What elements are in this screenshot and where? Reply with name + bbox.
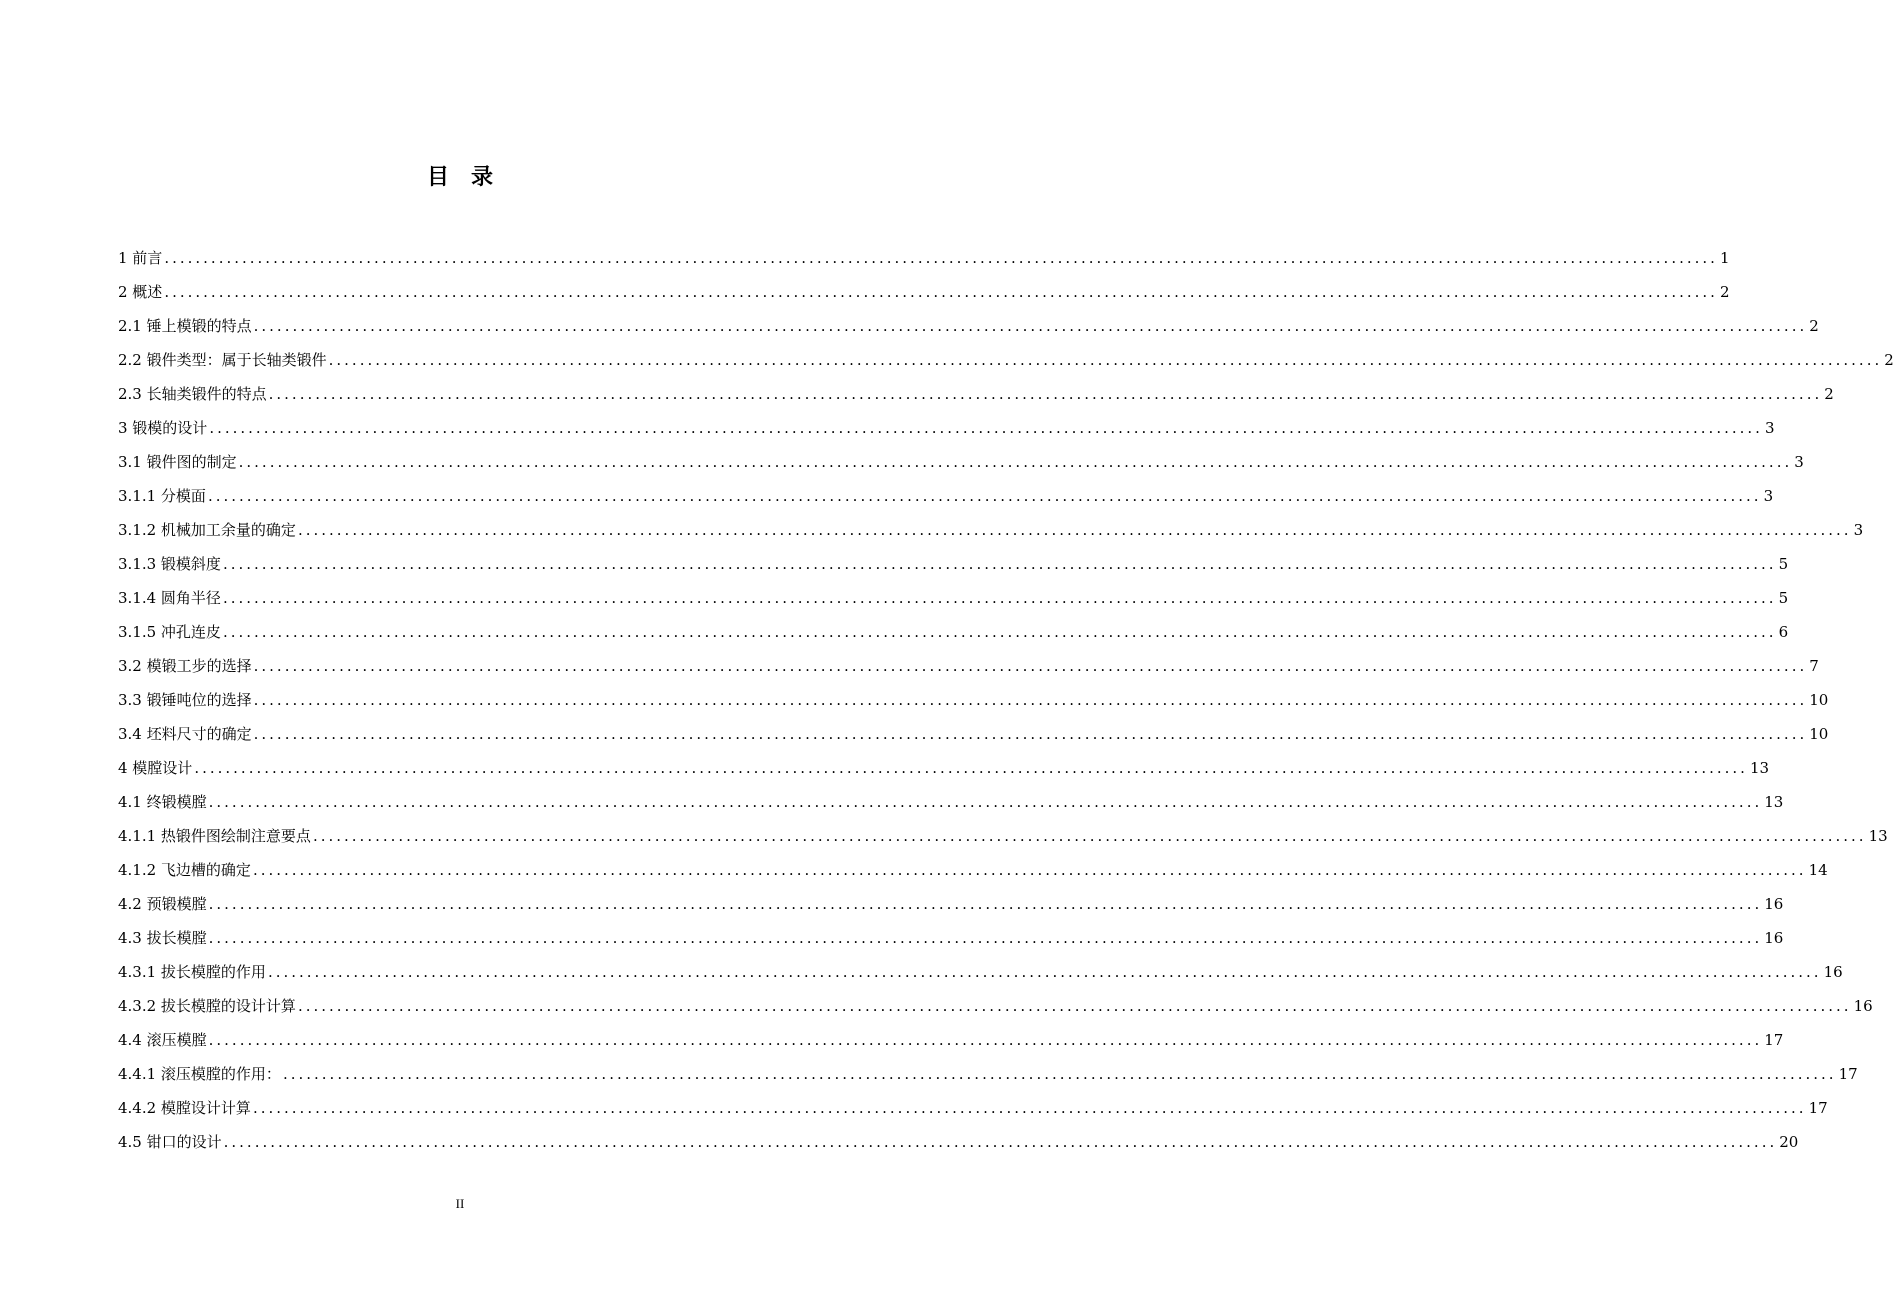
toc-entry[interactable] [118,244,1730,278]
toc-entry[interactable] [118,346,1894,380]
toc-entry-page: 6 [1778,623,1789,641]
toc-entry-page: 16 [1823,963,1843,981]
toc-leader-dots: ........................................................................................................................................................................................................ [222,589,1777,607]
toc-entry-label: 4.3.1 拔长模膛的作用 [118,963,266,981]
toc-entry-page: 3 [1764,419,1775,437]
toc-entry-label: 3.1.5 冲孔连皮 [118,623,221,641]
toc-entry[interactable] [118,1060,1858,1094]
toc-entry[interactable] [118,924,1784,958]
toc-entry-page: 20 [1779,1133,1799,1151]
toc-entry-label: 4.3.2 拔长模膛的设计计算 [118,997,296,1015]
toc-entry[interactable] [118,1094,1828,1128]
toc-entry[interactable] [118,312,1819,346]
toc-entry[interactable] [118,1128,1799,1162]
toc-entry-page: 17 [1808,1099,1828,1117]
toc-entry-page: 2 [1884,351,1894,369]
toc-entry-page: 10 [1809,691,1829,709]
toc-leader-dots: ........................................................................................................................................................................................................ [222,555,1777,573]
toc-leader-dots: ........................................................................................................................................................................................................ [209,419,1763,437]
toc-entry[interactable] [118,584,1789,618]
toc-entry-label: 4.4.1 滚压模膛的作用： [118,1065,281,1083]
toc-leader-dots: ........................................................................................................................................................................................................ [238,453,1793,471]
toc-entry-label: 2.3 长轴类锻件的特点 [118,385,267,403]
toc-leader-dots: ........................................................................................................................................................................................................ [194,759,1748,777]
page-title: 目录 [426,165,515,190]
toc-entry[interactable] [118,992,1873,1026]
toc-entry-page: 14 [1808,861,1828,879]
toc-leader-dots: ........................................................................................................................................................................................................ [253,725,1808,743]
toc-entry-page: 13 [1764,793,1784,811]
toc-entry-label: 2 概述 [118,283,163,301]
table-of-contents [118,244,1894,1162]
toc-entry[interactable] [118,482,1774,516]
toc-leader-dots: ........................................................................................................................................................................................................ [328,351,1883,369]
toc-entry-label: 3.2 模锻工步的选择 [118,657,252,675]
toc-entry-page: 2 [1809,317,1819,335]
toc-entry[interactable] [118,788,1784,822]
toc-entry-label: 1 前言 [118,249,163,267]
toc-entry-page: 16 [1764,895,1784,913]
toc-entry-label: 3.4 坯料尺寸的确定 [118,725,252,743]
toc-entry-page: 3 [1794,453,1804,471]
page-number: II [455,1196,465,1211]
toc-leader-dots: ........................................................................................................................................................................................................ [208,929,1763,947]
toc-leader-dots: ........................................................................................................................................................................................................ [312,827,1867,845]
toc-leader-dots: ........................................................................................................................................................................................................ [253,691,1808,709]
toc-entry-label: 4.4 滚压模膛 [118,1031,207,1049]
toc-entry-label: 2.1 锤上模锻的特点 [118,317,252,335]
toc-leader-dots: ........................................................................................................................................................................................................ [297,521,1852,539]
toc-leader-dots: ........................................................................................................................................................................................................ [253,317,1808,335]
toc-entry-label: 4.1 终锻模膛 [118,793,207,811]
toc-leader-dots: ........................................................................................................................................................................................................ [164,283,1718,301]
toc-leader-dots: ........................................................................................................................................................................................................ [222,623,1777,641]
toc-entry-label: 3 锻模的设计 [118,419,208,437]
toc-entry-page: 17 [1764,1031,1784,1049]
toc-entry-label: 4.3 拔长模膛 [118,929,207,947]
toc-leader-dots: ........................................................................................................................................................................................................ [267,963,1822,981]
toc-entry-label: 3.1.2 机械加工余量的确定 [118,521,296,539]
toc-entry-page: 3 [1853,521,1864,539]
toc-entry-label: 3.1.4 圆角半径 [118,589,221,607]
toc-entry[interactable] [118,822,1888,856]
toc-entry-page: 2 [1824,385,1834,403]
toc-entry[interactable] [118,754,1770,788]
toc-entry-label: 3.1 锻件图的制定 [118,453,237,471]
toc-entry-label: 4.5 钳口的设计 [118,1133,222,1151]
toc-entry-page: 5 [1778,589,1789,607]
toc-entry-label: 4.1.1 热锻件图绘制注意要点 [118,827,311,845]
toc-leader-dots: ........................................................................................................................................................................................................ [208,793,1763,811]
toc-entry[interactable] [118,856,1828,890]
toc-entry[interactable] [118,516,1864,550]
toc-entry-page: 16 [1764,929,1784,947]
toc-leader-dots: ........................................................................................................................................................................................................ [252,861,1807,879]
toc-entry-label: 3.1.3 锻模斜度 [118,555,221,573]
toc-entry[interactable] [118,958,1843,992]
toc-entry-page: 7 [1809,657,1819,675]
toc-leader-dots: ........................................................................................................................................................................................................ [208,895,1763,913]
toc-leader-dots: ........................................................................................................................................................................................................ [297,997,1852,1015]
toc-entry-page: 13 [1749,759,1770,777]
toc-entry-label: 4.2 预锻模膛 [118,895,207,913]
toc-leader-dots: ........................................................................................................................................................................................................ [268,385,1823,403]
toc-leader-dots: ........................................................................................................................................................................................................ [223,1133,1778,1151]
toc-entry-label: 3.1.1 分模面 [118,487,206,505]
toc-entry-page: 10 [1809,725,1829,743]
toc-entry[interactable] [118,720,1829,754]
toc-entry-label: 3.3 锻锤吨位的选择 [118,691,252,709]
toc-entry[interactable] [118,448,1804,482]
toc-entry-page: 2 [1719,283,1730,301]
toc-leader-dots: ........................................................................................................................................................................................................ [253,657,1808,675]
toc-entry[interactable] [118,414,1775,448]
toc-entry[interactable] [118,890,1784,924]
toc-entry-page: 3 [1763,487,1774,505]
toc-entry-page: 5 [1778,555,1789,573]
toc-entry[interactable] [118,618,1789,652]
toc-entry-page: 17 [1838,1065,1858,1083]
toc-entry[interactable] [118,380,1834,414]
toc-leader-dots: ........................................................................................................................................................................................................ [252,1099,1807,1117]
toc-entry-label: 4.1.2 飞边槽的确定 [118,861,251,879]
toc-entry-label: 4.4.2 模膛设计计算 [118,1099,251,1117]
toc-entry[interactable] [118,652,1819,686]
toc-leader-dots: ........................................................................................................................................................................................................ [207,487,1762,505]
toc-entry-page: 16 [1853,997,1873,1015]
toc-entry[interactable] [118,278,1730,312]
toc-entry-label: 4 模膛设计 [118,759,193,777]
toc-entry[interactable] [118,550,1789,584]
toc-leader-dots: ........................................................................................................................................................................................................ [208,1031,1763,1049]
toc-leader-dots: ........................................................................................................................................................................................................ [164,249,1718,267]
toc-entry-page: 13 [1868,827,1888,845]
toc-entry-page: 1 [1719,249,1730,267]
toc-entry[interactable] [118,1026,1784,1060]
toc-leader-dots: ........................................................................................................................................................................................................ [282,1065,1837,1083]
toc-entry-label: 2.2 锻件类型：属于长轴类锻件 [118,351,327,369]
toc-entry[interactable] [118,686,1829,720]
